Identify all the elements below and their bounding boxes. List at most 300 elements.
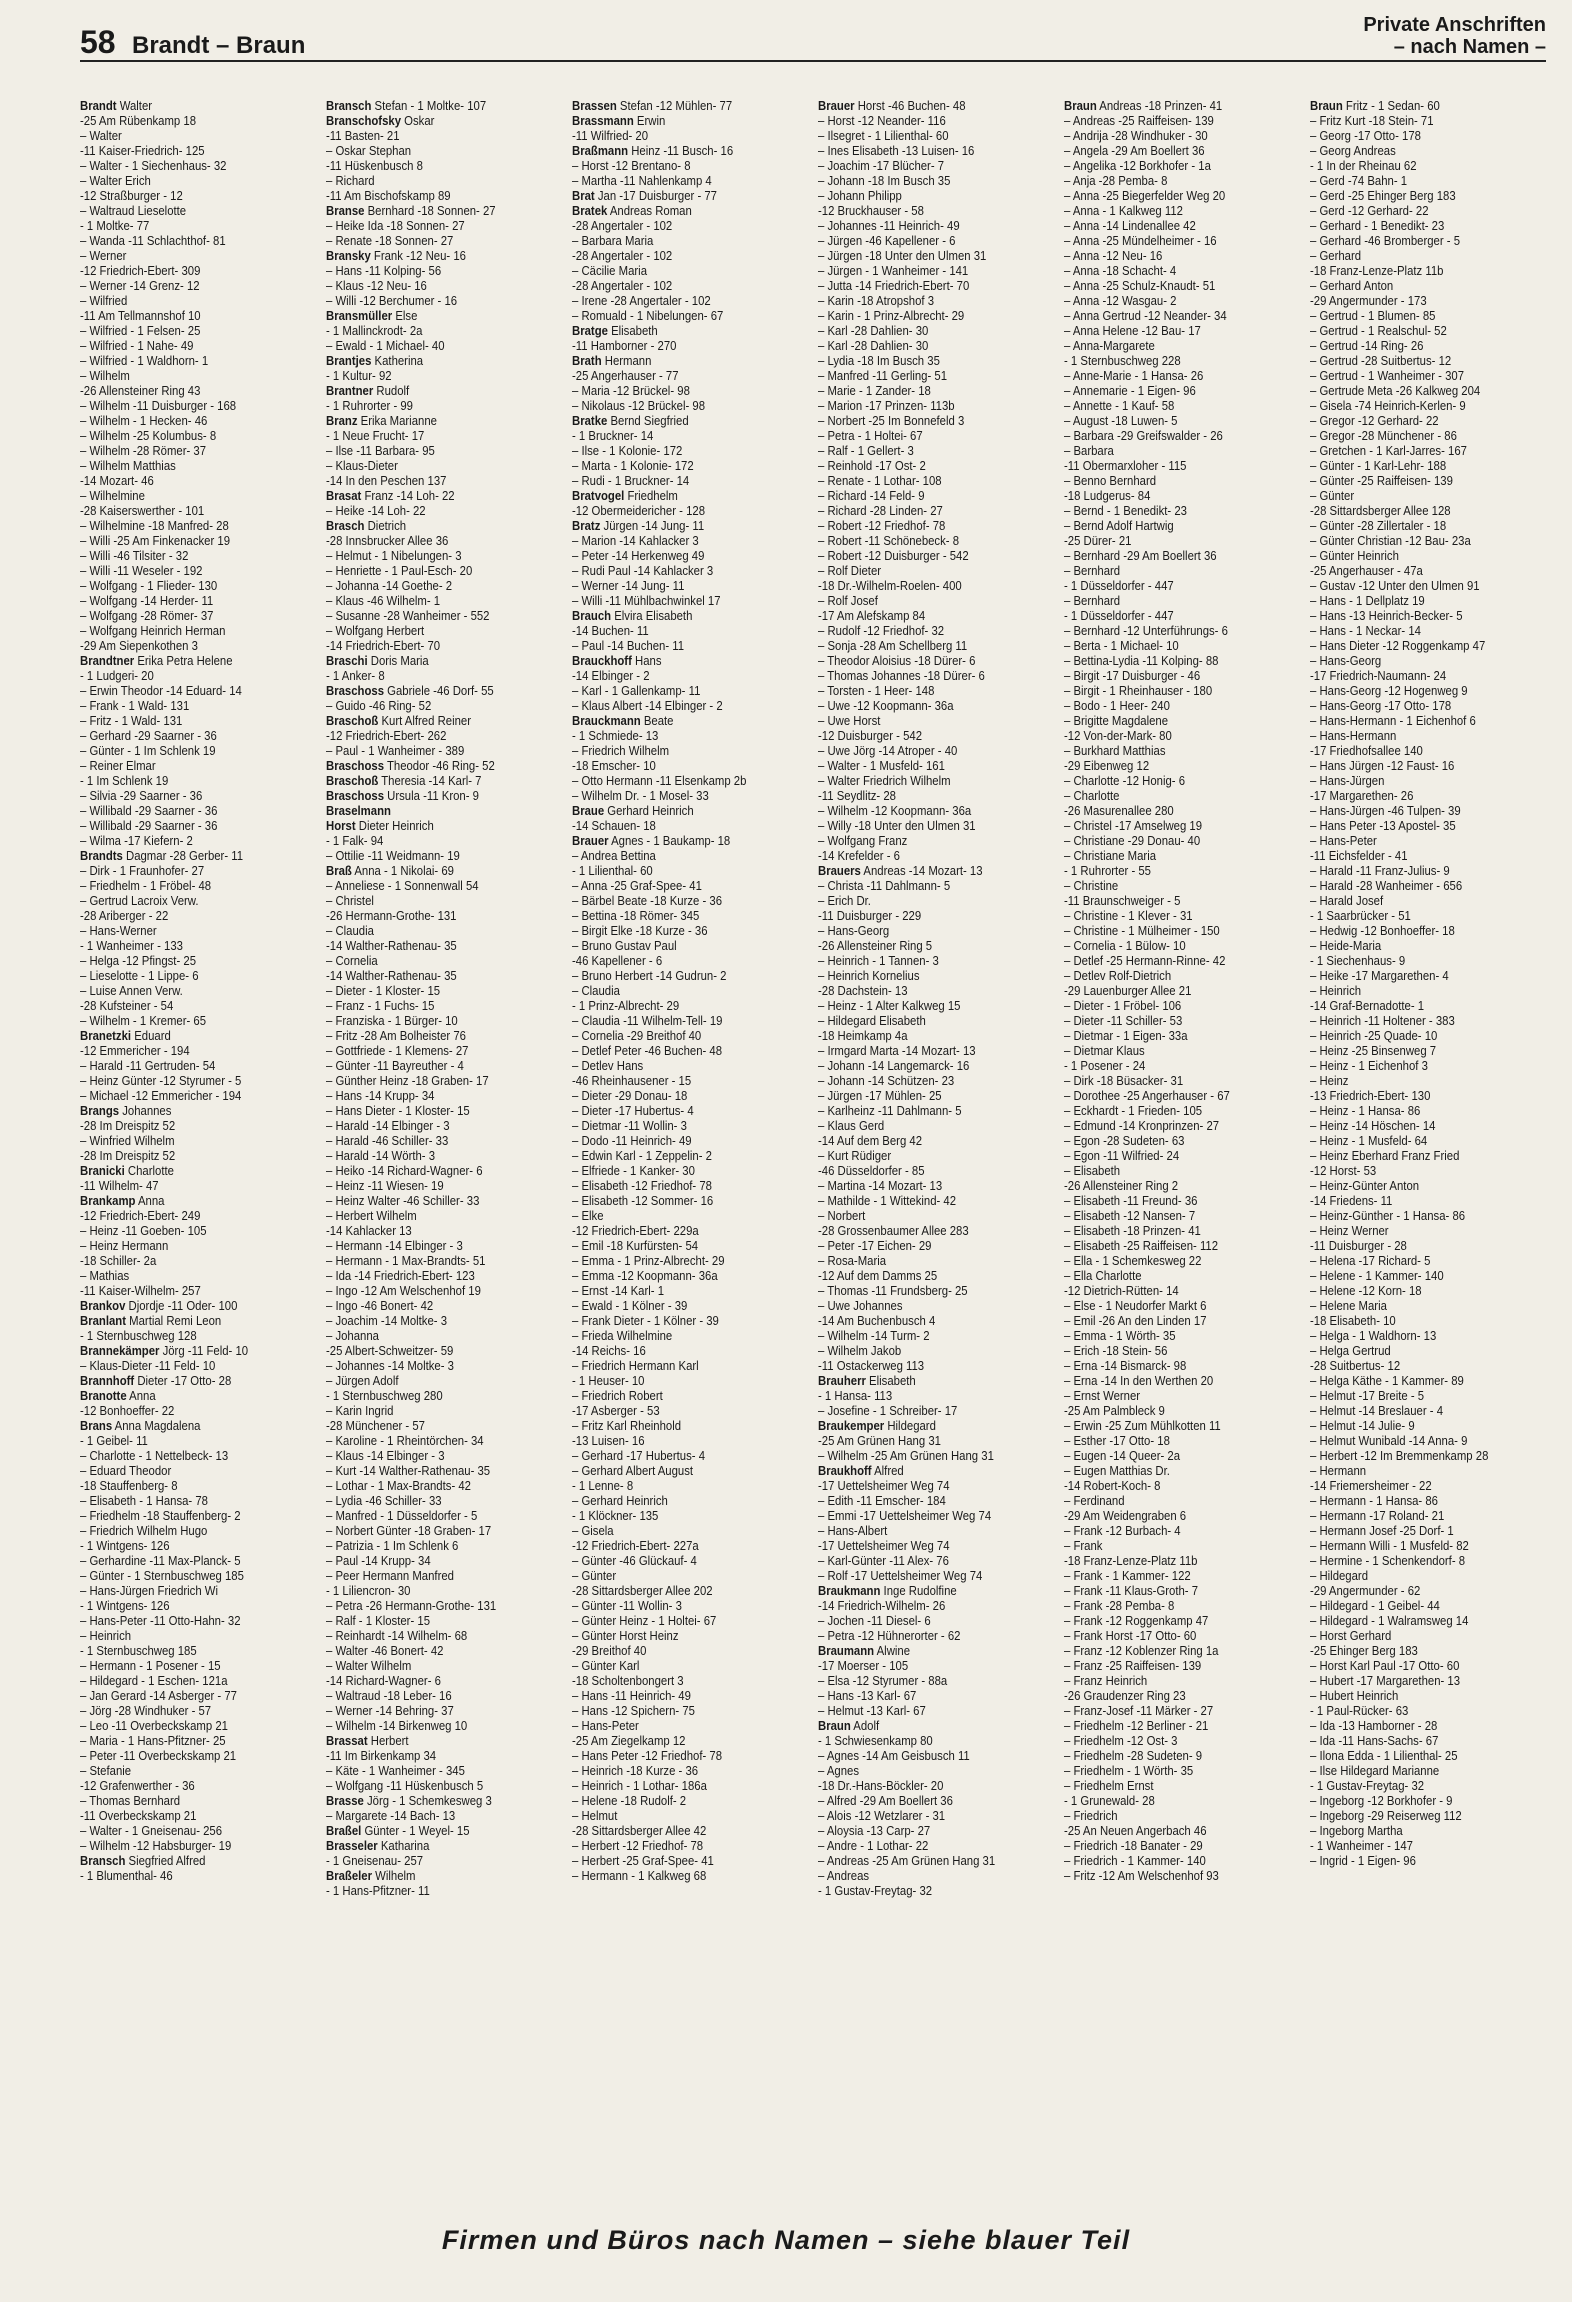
- directory-entry-line: -17 Moerser - 105: [818, 1658, 909, 1673]
- directory-entry-line: Brauckhoff Hans: [572, 653, 662, 668]
- directory-entry-line: – Barbara Maria: [572, 233, 654, 248]
- directory-entry-line: -26 Hermann-Grothe- 131: [326, 908, 457, 923]
- directory-entry-line: -29 Angermunder - 173: [1310, 293, 1427, 308]
- directory-entry-line: – Günter Horst Heinz: [572, 1628, 679, 1643]
- directory-entry-line: – Klaus -46 Wilhelm- 1: [326, 593, 441, 608]
- directory-entry-line: – Elisabeth - 1 Hansa- 78: [80, 1493, 208, 1508]
- directory-column-1: [80, 98, 316, 2178]
- directory-entry-line: Braß Anna - 1 Nikolai- 69: [326, 863, 454, 878]
- directory-entry-line: – Friedrich Robert: [572, 1388, 663, 1403]
- directory-entry-line: – Erwin Theodor -14 Eduard- 14: [80, 683, 242, 698]
- directory-entry-line: Braßeler Wilhelm: [326, 1868, 416, 1883]
- directory-entry-line: – Detlev Hans: [572, 1058, 644, 1073]
- directory-entry-line: – Günter -11 Bayreuther - 4: [326, 1058, 464, 1073]
- directory-entry-line: -25 Am Palmbleck 9: [1064, 1403, 1165, 1418]
- directory-entry-line: – Johannes -14 Moltke- 3: [326, 1358, 454, 1373]
- directory-entry-line: - 1 Moltke- 77: [80, 218, 150, 233]
- directory-entry-line: – Willi -11 Mühlbachwinkel 17: [572, 593, 721, 608]
- directory-entry-line: -17 Am Alefskamp 84: [818, 608, 926, 623]
- directory-entry-line: – Herbert -12 Im Bremmenkamp 28: [1310, 1448, 1489, 1463]
- directory-entry-line: – Heinrich -11 Holtener - 383: [1310, 1013, 1455, 1028]
- directory-entry-line: – Theodor Aloisius -18 Dürer- 6: [818, 653, 976, 668]
- directory-entry-line: – Edwin Karl - 1 Zeppelin- 2: [572, 1148, 712, 1163]
- directory-entry-line: – Bernd - 1 Benedikt- 23: [1064, 503, 1187, 518]
- directory-entry-line: -12 Horst- 53: [1310, 1163, 1377, 1178]
- directory-entry-line: – Wilhelm -12 Koopmann- 36a: [818, 803, 972, 818]
- directory-entry-line: -29 Breithof 40: [572, 1643, 647, 1658]
- directory-entry-line: -14 Kahlacker 13: [326, 1223, 412, 1238]
- directory-entry-line: – Else - 1 Neudorfer Markt 6: [1064, 1298, 1207, 1313]
- directory-entry-line: – Heinz - 1 Eichenhof 3: [1310, 1058, 1428, 1073]
- directory-entry-line: – Ingo -46 Bonert- 42: [326, 1298, 434, 1313]
- directory-entry-line: – Wilhelmine -18 Manfred- 28: [80, 518, 229, 533]
- directory-entry-line: -28 Kaiserswerther - 101: [80, 503, 205, 518]
- directory-entry-line: – Helene Maria: [1310, 1298, 1387, 1313]
- directory-entry-line: – Hedwig -12 Bonhoeffer- 18: [1310, 923, 1455, 938]
- directory-entry-line: – Uwe -12 Koopmann- 36a: [818, 698, 954, 713]
- directory-entry-line: – Kurt Rüdiger: [818, 1148, 892, 1163]
- directory-entry-line: Braschoß Kurt Alfred Reiner: [326, 713, 471, 728]
- page-header: [80, 14, 1546, 62]
- directory-entry-line: – Karl - 1 Gallenkamp- 11: [572, 683, 701, 698]
- directory-entry-line: – Birgit - 1 Rheinhauser - 180: [1064, 683, 1213, 698]
- directory-entry-line: – Cäcilie Maria: [572, 263, 648, 278]
- directory-entry-line: - 1 Geibel- 11: [80, 1433, 148, 1448]
- directory-entry-line: – Jörg -28 Windhuker - 57: [80, 1703, 212, 1718]
- directory-entry-line: – Dieter - 1 Fröbel- 106: [1064, 998, 1182, 1013]
- directory-entry-line: – Hermine - 1 Schenkendorf- 8: [1310, 1553, 1466, 1568]
- directory-entry-line: Bransch Stefan - 1 Moltke- 107: [326, 98, 487, 113]
- directory-entry-line: – Lieselotte - 1 Lippe- 6: [80, 968, 199, 983]
- directory-entry-line: – Günter -11 Wollin- 3: [572, 1598, 682, 1613]
- directory-entry-line: – Hermann: [1310, 1463, 1367, 1478]
- directory-entry-line: – Fritz - 1 Wald- 131: [80, 713, 183, 728]
- directory-entry-line: – Hermann - 1 Max-Brandts- 51: [326, 1253, 486, 1268]
- directory-entry-line: -18 Dr.-Hans-Böckler- 20: [818, 1778, 944, 1793]
- directory-entry-line: – Wilhelm -25 Kolumbus- 8: [80, 428, 217, 443]
- directory-entry-line: – Joachim -17 Blücher- 7: [818, 158, 945, 173]
- directory-entry-line: – Walter - 1 Siechenhaus- 32: [80, 158, 227, 173]
- directory-entry-line: – Anna -12 Wasgau- 2: [1064, 293, 1177, 308]
- directory-entry-line: – Helga -12 Pfingst- 25: [80, 953, 197, 968]
- directory-entry-line: -14 Walther-Rathenau- 35: [326, 968, 457, 983]
- directory-entry-line: – Edmund -14 Kronprinzen- 27: [1064, 1118, 1220, 1133]
- directory-entry-line: – Peter -17 Eichen- 29: [818, 1238, 932, 1253]
- directory-entry-line: – Petra -26 Hermann-Grothe- 131: [326, 1598, 497, 1613]
- directory-entry-line: - 1 Düsseldorfer - 447: [1064, 608, 1174, 623]
- directory-entry-line: – Elfriede - 1 Kanker- 30: [572, 1163, 695, 1178]
- directory-entry-line: – Heike -17 Margarethen- 4: [1310, 968, 1449, 983]
- directory-entry-line: -12 Emmericher - 194: [80, 1043, 190, 1058]
- directory-entry-line: – Wolfgang -11 Hüskenbusch 5: [326, 1778, 484, 1793]
- directory-entry-line: Braßmann Heinz -11 Busch- 16: [572, 143, 734, 158]
- directory-entry-line: – Klaus-Dieter: [326, 458, 398, 473]
- directory-entry-line: -25 An Neuen Angerbach 46: [1064, 1823, 1207, 1838]
- directory-entry-line: Horst Dieter Heinrich: [326, 818, 434, 833]
- directory-entry-line: – Claudia: [326, 923, 374, 938]
- directory-entry-line: – Heinrich: [80, 1628, 132, 1643]
- directory-entry-line: – Anna -25 Graf-Spee- 41: [572, 878, 702, 893]
- directory-entry-line: – Gertrud - 1 Blumen- 85: [1310, 308, 1436, 323]
- directory-entry-line: – Dieter -17 Hubertus- 4: [572, 1103, 694, 1118]
- directory-entry-line: -13 Luisen- 16: [572, 1433, 645, 1448]
- directory-entry-line: – Helmut -14 Julie- 9: [1310, 1418, 1415, 1433]
- directory-entry-line: -46 Rheinhausener - 15: [572, 1073, 692, 1088]
- directory-entry-line: - 1 Neue Frucht- 17: [326, 428, 425, 443]
- directory-entry-line: – Ines Elisabeth -13 Luisen- 16: [818, 143, 975, 158]
- directory-entry-line: – Jochen -11 Diesel- 6: [818, 1613, 931, 1628]
- directory-entry-line: – Walter -46 Bonert- 42: [326, 1643, 444, 1658]
- directory-entry-line: – Burkhard Matthias: [1064, 743, 1166, 758]
- directory-entry-line: - 1 Gustav-Freytag- 32: [1310, 1778, 1425, 1793]
- directory-entry-line: – Renate - 1 Lothar- 108: [818, 473, 942, 488]
- directory-entry-line: Braukmann Inge Rudolfine: [818, 1583, 957, 1598]
- directory-entry-line: – Berta - 1 Michael- 10: [1064, 638, 1179, 653]
- directory-entry-line: -11 Basten- 21: [326, 128, 400, 143]
- directory-entry-line: Branetzki Eduard: [80, 1028, 171, 1043]
- directory-entry-line: – Wilhelm: [80, 368, 130, 383]
- directory-entry-line: – Wilhelm - 1 Hecken- 46: [80, 413, 208, 428]
- directory-entry-line: - 1 Kultur- 92: [326, 368, 392, 383]
- directory-entry-line: Bratz Jürgen -14 Jung- 11: [572, 518, 705, 533]
- directory-entry-line: -25 Am Ziegelkamp 12: [572, 1733, 686, 1748]
- directory-entry-line: – Robert -11 Schönebeck- 8: [818, 533, 960, 548]
- directory-entry-line: – Marta - 1 Kolonie- 172: [572, 458, 694, 473]
- directory-entry-line: - 1 Wintgens- 126: [80, 1538, 170, 1553]
- directory-entry-line: – Wilhelm -11 Duisburger - 168: [80, 398, 237, 413]
- directory-entry-line: – Franz-Josef -11 Märker - 27: [1064, 1703, 1214, 1718]
- directory-entry-line: – Helmut Wunibald -14 Anna- 9: [1310, 1433, 1468, 1448]
- directory-entry-line: – Gerhard: [1310, 248, 1362, 263]
- directory-entry-line: -14 Friedrich-Ebert- 70: [326, 638, 441, 653]
- directory-entry-line: – Josefine - 1 Schreiber- 17: [818, 1403, 958, 1418]
- directory-entry-line: – Hans-Georg -12 Hogenweg 9: [1310, 683, 1468, 698]
- directory-entry-line: – Bodo - 1 Heer- 240: [1064, 698, 1170, 713]
- directory-entry-line: -14 Am Buchenbusch 4: [818, 1313, 936, 1328]
- directory-entry-line: – Friedrich Wilhelm Hugo: [80, 1523, 208, 1538]
- directory-entry-line: – Gertrude Meta -26 Kalkweg 204: [1310, 383, 1481, 398]
- directory-entry-line: – Günter Heinz - 1 Holtei- 67: [572, 1613, 717, 1628]
- directory-entry-line: - 1 Ludgeri- 20: [80, 668, 154, 683]
- directory-entry-line: – Claudia -11 Wilhelm-Tell- 19: [572, 1013, 723, 1028]
- directory-entry-line: – Petra - 1 Holtei- 67: [818, 428, 923, 443]
- directory-entry-line: – Willi -12 Berchumer - 16: [326, 293, 458, 308]
- directory-entry-line: -14 Reichs- 16: [572, 1343, 646, 1358]
- directory-entry-line: – Helmut - 1 Nibelungen- 3: [326, 548, 462, 563]
- directory-entry-line: – Ida -11 Hans-Sachs- 67: [1310, 1733, 1439, 1748]
- directory-entry-line: – Wilhelmine: [80, 488, 145, 503]
- directory-entry-line: – Gerhard Heinrich: [572, 1493, 668, 1508]
- directory-entry-line: – Dietmar Klaus: [1064, 1043, 1145, 1058]
- directory-entry-line: -28 Angertaler - 102: [572, 248, 673, 263]
- directory-entry-line: – Ewald - 1 Kölner - 39: [572, 1298, 688, 1313]
- directory-entry-line: – Mathilde - 1 Wittekind- 42: [818, 1193, 957, 1208]
- directory-entry-line: – Gertrud - 1 Wanheimer - 307: [1310, 368, 1465, 383]
- directory-entry-line: – Horst -12 Brentano- 8: [572, 158, 691, 173]
- directory-entry-line: – Hans -13 Heinrich-Becker- 5: [1310, 608, 1463, 623]
- directory-entry-line: – Erna -14 In den Werthen 20: [1064, 1373, 1214, 1388]
- directory-entry-line: – Hans-Hermann: [1310, 728, 1397, 743]
- directory-entry-line: -11 Eichsfelder - 41: [1310, 848, 1408, 863]
- directory-entry-line: – Uwe Horst: [818, 713, 881, 728]
- directory-entry-line: – Harald -46 Schiller- 33: [326, 1133, 449, 1148]
- directory-entry-line: -46 Düsseldorfer - 85: [818, 1163, 925, 1178]
- directory-entry-line: - 1 Grunewald- 28: [1064, 1793, 1155, 1808]
- directory-entry-line: – Ralf - 1 Gellert- 3: [818, 443, 914, 458]
- directory-entry-line: – Hans-Georg: [1310, 653, 1382, 668]
- directory-entry-line: – Günter: [572, 1568, 617, 1583]
- directory-entry-line: Branschofsky Oskar: [326, 113, 435, 128]
- directory-entry-line: – Eugen -14 Queer- 2a: [1064, 1448, 1181, 1463]
- directory-entry-line: Brans Anna Magdalena: [80, 1418, 201, 1433]
- directory-entry-line: – Harald -11 Gertruden- 54: [80, 1058, 216, 1073]
- directory-entry-line: Braschoss Theodor -46 Ring- 52: [326, 758, 495, 773]
- directory-entry-line: -18 Ludgerus- 84: [1064, 488, 1151, 503]
- directory-entry-line: – Harald Josef: [1310, 893, 1384, 908]
- directory-entry-line: – Anna -25 Schulz-Knaudt- 51: [1064, 278, 1216, 293]
- directory-entry-line: – Claudia: [572, 983, 620, 998]
- directory-entry-line: – Nikolaus -12 Brückel- 98: [572, 398, 706, 413]
- directory-entry-line: – Bruno Gustav Paul: [572, 938, 677, 953]
- directory-entry-line: – Hans-Georg: [818, 923, 890, 938]
- directory-entry-line: – Frank -12 Roggenkamp 47: [1064, 1613, 1209, 1628]
- directory-entry-line: - 1 Im Schlenk 19: [80, 773, 169, 788]
- directory-entry-line: – Thomas -11 Frundsberg- 25: [818, 1283, 968, 1298]
- directory-entry-line: -12 Von-der-Mark- 80: [1064, 728, 1172, 743]
- directory-entry-line: – Elisabeth -25 Raiffeisen- 112: [1064, 1238, 1219, 1253]
- directory-entry-line: – Gertrud - 1 Realschul- 52: [1310, 323, 1447, 338]
- directory-entry-line: – Helmut -13 Karl- 67: [818, 1703, 926, 1718]
- directory-entry-line: -28 Angertaler - 102: [572, 278, 673, 293]
- directory-entry-line: -12 Friedrich-Ebert- 229a: [572, 1223, 699, 1238]
- directory-entry-line: – Wolfgang Heinrich Herman: [80, 623, 226, 638]
- directory-entry-line: – Christine - 1 Klever - 31: [1064, 908, 1193, 923]
- directory-entry-line: – Winfried Wilhelm: [80, 1133, 175, 1148]
- directory-entry-line: – Dirk -18 Büsacker- 31: [1064, 1073, 1184, 1088]
- directory-entry-line: – Friedhelm Ernst: [1064, 1778, 1154, 1793]
- directory-entry-line: – Werner: [80, 248, 127, 263]
- directory-entry-line: – Karin Ingrid: [326, 1403, 394, 1418]
- directory-entry-line: – Wilhelm -14 Turm- 2: [818, 1328, 930, 1343]
- directory-entry-line: Braun Andreas -18 Prinzen- 41: [1064, 98, 1223, 113]
- directory-entry-line: -28 Suitbertus- 12: [1310, 1358, 1401, 1373]
- directory-entry-line: -29 Am Weidengraben 6: [1064, 1508, 1187, 1523]
- directory-entry-line: -28 Münchener - 57: [326, 1418, 425, 1433]
- directory-entry-line: -18 Scholtenbongert 3: [572, 1673, 684, 1688]
- directory-entry-line: – Fritz Kurt -18 Stein- 71: [1310, 113, 1434, 128]
- directory-entry-line: – Paul -14 Buchen- 11: [572, 638, 685, 653]
- directory-entry-line: – Emil -18 Kurfürsten- 54: [572, 1238, 699, 1253]
- directory-entry-line: -46 Kapellener - 6: [572, 953, 663, 968]
- directory-entry-line: – Heinrich: [1310, 983, 1362, 998]
- directory-entry-line: – Paul -14 Krupp- 34: [326, 1553, 431, 1568]
- directory-entry-line: Braukhoff Alfred: [818, 1463, 904, 1478]
- directory-entry-line: – Hans-Peter -11 Otto-Hahn- 32: [80, 1613, 241, 1628]
- directory-entry-line: – Christine: [1064, 878, 1119, 893]
- directory-entry-line: Brandts Dagmar -28 Gerber- 11: [80, 848, 244, 863]
- directory-entry-line: – Andreas -25 Raiffeisen- 139: [1064, 113, 1214, 128]
- directory-entry-line: – Christine - 1 Mülheimer - 150: [1064, 923, 1220, 938]
- directory-entry-line: -12 Friedrich-Ebert- 262: [326, 728, 447, 743]
- directory-entry-line: – Agnes: [818, 1763, 859, 1778]
- directory-entry-line: – Frank -11 Klaus-Groth- 7: [1064, 1583, 1199, 1598]
- directory-entry-line: -11 Duisburger - 28: [1310, 1238, 1407, 1253]
- directory-entry-line: - 1 Schwiesenkamp 80: [818, 1733, 933, 1748]
- directory-entry-line: -12 Grafenwerther - 36: [80, 1778, 195, 1793]
- directory-entry-line: – Ingeborg -29 Reiserweg 112: [1310, 1808, 1462, 1823]
- directory-entry-line: Brasse Jörg - 1 Schemkesweg 3: [326, 1793, 492, 1808]
- directory-entry-line: -14 Friemersheimer - 22: [1310, 1478, 1432, 1493]
- directory-entry-line: -11 Braunschweiger - 5: [1064, 893, 1181, 908]
- directory-entry-line: Braschi Doris Maria: [326, 653, 429, 668]
- directory-entry-line: – Hildegard: [1310, 1568, 1369, 1583]
- directory-entry-line: - 1 Lilienthal- 60: [572, 863, 653, 878]
- directory-entry-line: – Hans-Georg -17 Otto- 178: [1310, 698, 1452, 713]
- directory-entry-line: – Jan Gerard -14 Asberger - 77: [80, 1688, 237, 1703]
- section-title-line-2: – nach Namen –: [1393, 36, 1546, 58]
- directory-entry-line: – Ralf - 1 Kloster- 15: [326, 1613, 431, 1628]
- directory-entry-line: – Helga Käthe - 1 Kammer- 89: [1310, 1373, 1464, 1388]
- directory-entry-line: – Anneliese - 1 Sonnenwall 54: [326, 878, 479, 893]
- directory-entry-line: -11 Hüskenbusch 8: [326, 158, 423, 173]
- directory-entry-line: Bratge Elisabeth: [572, 323, 658, 338]
- directory-entry-line: – Uwe Jörg -14 Atroper - 40: [818, 743, 958, 758]
- directory-entry-line: – Georg -17 Otto- 178: [1310, 128, 1421, 143]
- directory-entry-line: – Johanna: [326, 1328, 379, 1343]
- directory-entry-line: – Heinz Eberhard Franz Fried: [1310, 1148, 1460, 1163]
- directory-entry-line: – Heinrich -25 Quade- 10: [1310, 1028, 1438, 1043]
- directory-entry-line: – Willi -11 Weseler - 192: [80, 563, 203, 578]
- directory-entry-line: - 1 Posener - 24: [1064, 1058, 1146, 1073]
- directory-entry-line: – Bärbel Beate -18 Kurze - 36: [572, 893, 723, 908]
- directory-entry-line: – Leo -11 Overbeckskamp 21: [80, 1718, 228, 1733]
- directory-entry-line: – Heinz Werner: [1310, 1223, 1389, 1238]
- directory-entry-line: – Frank Horst -17 Otto- 60: [1064, 1628, 1197, 1643]
- directory-entry-line: - 1 Blumenthal- 46: [80, 1868, 173, 1883]
- directory-entry-line: Branz Erika Marianne: [326, 413, 437, 428]
- directory-entry-line: – Walter Friedrich Wilhelm: [818, 773, 951, 788]
- directory-entry-line: Braschoß Theresia -14 Karl- 7: [326, 773, 482, 788]
- directory-entry-line: - 1 Heuser- 10: [572, 1373, 645, 1388]
- directory-entry-line: -11 Seydlitz- 28: [818, 788, 896, 803]
- directory-entry-line: – Günter Heinrich: [1310, 548, 1399, 563]
- directory-entry-line: – Peer Hermann Manfred: [326, 1568, 454, 1583]
- directory-entry-line: – Gustav -12 Unter den Ulmen 91: [1310, 578, 1480, 593]
- directory-entry-line: – Helga Gertrud: [1310, 1343, 1391, 1358]
- directory-entry-line: Brassat Herbert: [326, 1733, 409, 1748]
- directory-entry-line: -29 Angermunder - 62: [1310, 1583, 1421, 1598]
- directory-entry-line: - 1 In der Rheinau 62: [1310, 158, 1417, 173]
- directory-entry-line: – Wilfried - 1 Felsen- 25: [80, 323, 201, 338]
- directory-entry-line: – Friedhelm -28 Sudeten- 9: [1064, 1748, 1203, 1763]
- directory-entry-line: – Hans-Albert: [818, 1523, 888, 1538]
- directory-entry-line: Brauers Andreas -14 Mozart- 13: [818, 863, 983, 878]
- directory-entry-line: -28 Dachstein- 13: [818, 983, 908, 998]
- directory-entry-line: – Herbert -12 Friedhof- 78: [572, 1838, 704, 1853]
- directory-entry-line: -11 Wilhelm- 47: [80, 1178, 159, 1193]
- directory-entry-line: – Emma - 1 Prinz-Albrecht- 29: [572, 1253, 725, 1268]
- directory-entry-line: – Wanda -11 Schlachthof- 81: [80, 233, 226, 248]
- directory-entry-line: – Hans - 1 Neckar- 14: [1310, 623, 1421, 638]
- directory-entry-line: – Marie - 1 Zander- 18: [818, 383, 931, 398]
- directory-entry-line: – Gerd -12 Gerhard- 22: [1310, 203, 1429, 218]
- directory-entry-line: – Klaus Gerd: [818, 1118, 885, 1133]
- directory-entry-line: – Gerhard -17 Hubertus- 4: [572, 1448, 706, 1463]
- directory-entry-line: Branicki Charlotte: [80, 1163, 174, 1178]
- directory-entry-line: -12 Bruckhauser - 58: [818, 203, 924, 218]
- directory-entry-line: – Elisabeth -11 Freund- 36: [1064, 1193, 1198, 1208]
- directory-entry-line: – Gottfriede - 1 Klemens- 27: [326, 1043, 469, 1058]
- directory-entry-line: – Bernd Adolf Hartwig: [1064, 518, 1174, 533]
- directory-entry-line: – Marion -17 Prinzen- 113b: [818, 398, 955, 413]
- directory-entry-line: – Hans -11 Heinrich- 49: [572, 1688, 691, 1703]
- directory-entry-line: – Günter - 1 Karl-Lehr- 188: [1310, 458, 1447, 473]
- directory-entry-line: -26 Masurenallee 280: [1064, 803, 1174, 818]
- directory-entry-line: – Heinz -11 Goeben- 105: [80, 1223, 207, 1238]
- directory-entry-line: – Helga - 1 Waldhorn- 13: [1310, 1328, 1437, 1343]
- directory-entry-line: -12 Auf dem Damms 25: [818, 1268, 938, 1283]
- directory-entry-line: – Hermann -17 Roland- 21: [1310, 1508, 1445, 1523]
- directory-entry-line: – Wilhelm -12 Habsburger- 19: [80, 1838, 232, 1853]
- directory-entry-line: -17 Uettelsheimer Weg 74: [818, 1538, 950, 1553]
- directory-entry-line: – Birgit Elke -18 Kurze - 36: [572, 923, 708, 938]
- directory-entry-line: – Bettina-Lydia -11 Kolping- 88: [1064, 653, 1219, 668]
- directory-entry-line: – Detlev Rolf-Dietrich: [1064, 968, 1172, 983]
- directory-entry-line: – Andre - 1 Lothar- 22: [818, 1838, 929, 1853]
- directory-entry-line: – Wolfgang -28 Römer- 37: [80, 608, 214, 623]
- directory-entry-line: -11 Ostackerweg 113: [818, 1358, 925, 1373]
- directory-entry-line: – Jürgen -18 Unter den Ulmen 31: [818, 248, 987, 263]
- directory-entry-line: – Rolf -17 Uettelsheimer Weg 74: [818, 1568, 983, 1583]
- directory-entry-line: – Harald -14 Wörth- 3: [326, 1148, 436, 1163]
- directory-entry-line: – Erwin -25 Zum Mühlkotten 11: [1064, 1418, 1221, 1433]
- directory-entry-line: – Reiner Elmar: [80, 758, 156, 773]
- directory-entry-line: – Erich -18 Stein- 56: [1064, 1343, 1168, 1358]
- directory-entry-line: – Dodo -11 Heinrich- 49: [572, 1133, 692, 1148]
- directory-entry-line: – Angela -29 Am Boellert 36: [1064, 143, 1205, 158]
- directory-entry-line: – Marion -14 Kahlacker 3: [572, 533, 699, 548]
- directory-entry-line: – Norbert Günter -18 Graben- 17: [326, 1523, 492, 1538]
- directory-entry-line: – Alois -12 Wetzlarer - 31: [818, 1808, 946, 1823]
- directory-entry-line: – Walter: [80, 128, 122, 143]
- directory-entry-line: – Manfred - 1 Düsseldorfer - 5: [326, 1508, 478, 1523]
- directory-entry-line: – Annemarie - 1 Eigen- 96: [1064, 383, 1196, 398]
- directory-entry-line: – Patrizia - 1 Im Schlenk 6: [326, 1538, 459, 1553]
- directory-entry-line: – Dieter -29 Donau- 18: [572, 1088, 688, 1103]
- directory-entry-line: – Günter -46 Glückauf- 4: [572, 1553, 697, 1568]
- directory-entry-line: – Waltraud -18 Leber- 16: [326, 1688, 452, 1703]
- directory-entry-line: – Hans -12 Spichern- 75: [572, 1703, 695, 1718]
- directory-entry-line: -28 Im Dreispitz 52: [80, 1118, 176, 1133]
- directory-entry-line: - 1 Sternbuschweg 228: [1064, 353, 1181, 368]
- directory-entry-line: – Gerhardine -11 Max-Planck- 5: [80, 1553, 241, 1568]
- directory-entry-line: – Henriette - 1 Paul-Esch- 20: [326, 563, 473, 578]
- directory-entry-line: – Hans-Jürgen Friedrich Wi: [80, 1583, 219, 1598]
- directory-entry-line: -14 Walther-Rathenau- 35: [326, 938, 457, 953]
- directory-entry-line: – Johannes -11 Heinrich- 49: [818, 218, 960, 233]
- directory-entry-line: -11 Kaiser-Friedrich- 125: [80, 143, 205, 158]
- directory-entry-line: – Guido -46 Ring- 52: [326, 698, 432, 713]
- directory-entry-line: – Dietmar -11 Wollin- 3: [572, 1118, 687, 1133]
- directory-entry-line: -18 Schiller- 2a: [80, 1253, 157, 1268]
- directory-entry-line: – Christiane -29 Donau- 40: [1064, 833, 1201, 848]
- header-rule: [80, 60, 1546, 62]
- directory-entry-line: - 1 Sternbuschweg 185: [80, 1643, 197, 1658]
- directory-entry-line: – Willibald -29 Saarner - 36: [80, 818, 218, 833]
- directory-entry-line: – Rudolf -12 Friedhof- 32: [818, 623, 945, 638]
- directory-entry-line: – Cornelia - 1 Bülow- 10: [1064, 938, 1186, 953]
- directory-entry-line: – Franz - 1 Fuchs- 15: [326, 998, 435, 1013]
